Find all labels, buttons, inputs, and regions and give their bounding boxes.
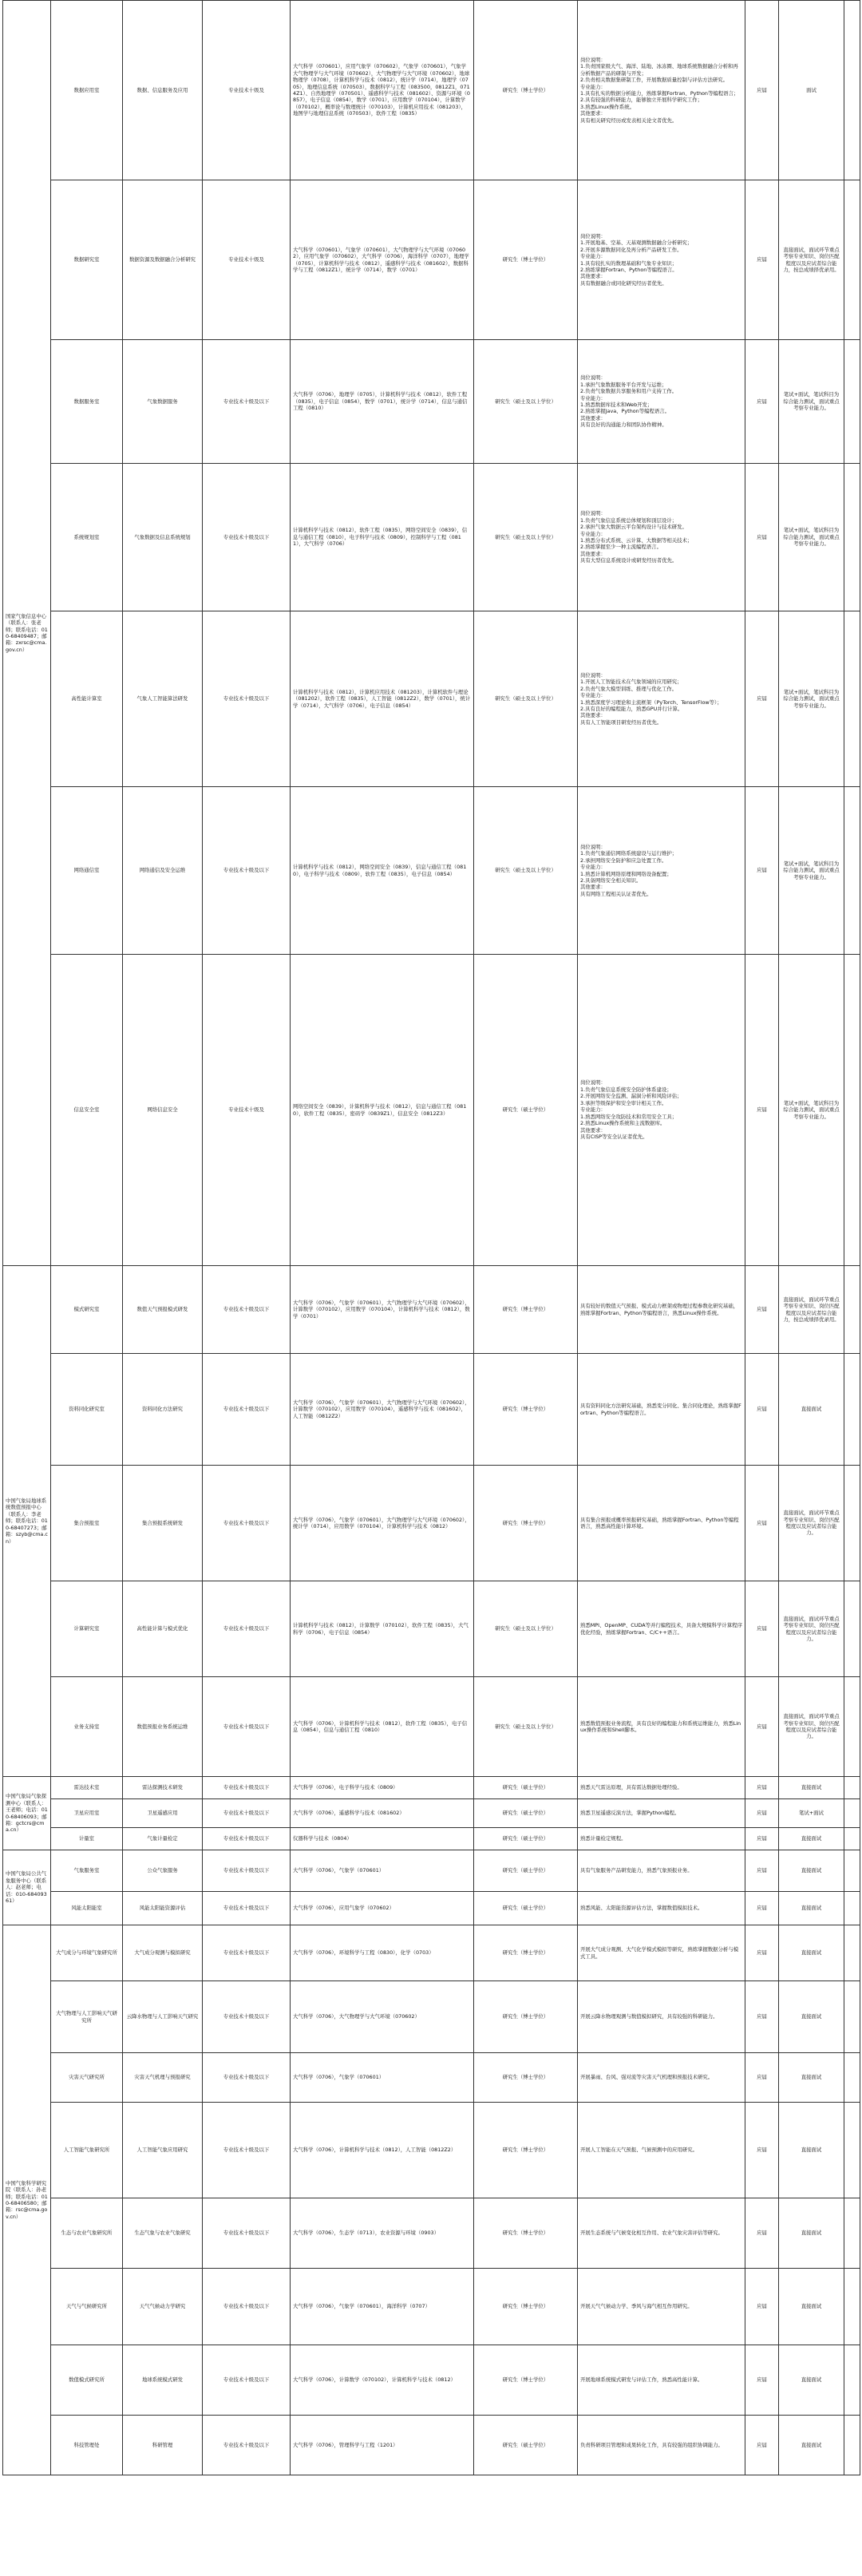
table-row — [3, 2053, 860, 2103]
position-cell: 网络信息安全 — [123, 955, 203, 1266]
extra-cell — [844, 1354, 860, 1466]
edu-cell: 专业技术十级及 — [203, 955, 291, 1266]
edu-cell: 专业技术十级及以下 — [203, 464, 291, 611]
edu-cell: 专业技术十级及以下 — [203, 1799, 291, 1828]
degree-cell: 研究生（博士学位） — [474, 1981, 578, 2053]
major-cell: 计算机科学与技术（0812），软件工程（0835），网络空间安全（0839），信息与通信工程（0810），电子科学与技术（0809），控制科学与工程（0811），大气科学（0706） — [291, 464, 474, 611]
degree-cell: 研究生（硕士学位） — [474, 2416, 578, 2475]
table-row — [3, 1266, 860, 1354]
position-cell: 灾害天气机理与预报研究 — [123, 2053, 203, 2103]
extra-cell — [844, 1466, 860, 1581]
extra-cell — [844, 340, 860, 464]
exam-cell: 笔试+面试，笔试科目为综合能力测试，面试重点考察专业能力。 — [779, 464, 844, 611]
edu-cell: 专业技术十级及以下 — [203, 1581, 291, 1677]
type-cell: 应届 — [745, 1466, 779, 1581]
edu-cell: 专业技术十级及 — [203, 180, 291, 340]
dept-cell: 数据研究室 — [51, 180, 123, 340]
exam-cell: 直接面试 — [779, 1892, 844, 1925]
extra-cell — [844, 1266, 860, 1354]
unit-name-cell: 中国气象局公共气象服务中心（联系人：赵老师；电话：010-68409361） — [3, 1850, 51, 1925]
table-row — [3, 1925, 860, 1981]
req-cell: 开展人工智能在天气预报、气候预测中的应用研究。 — [578, 2103, 745, 2198]
degree-cell: 研究生（博士学位） — [474, 1466, 578, 1581]
dept-cell: 大气成分与环境气象研究所 — [51, 1925, 123, 1981]
degree-cell: 研究生（硕士学位） — [474, 1828, 578, 1850]
degree-cell: 研究生（硕士学位） — [474, 1850, 578, 1892]
edu-cell: 专业技术十级及以下 — [203, 1677, 291, 1777]
extra-cell — [844, 1925, 860, 1981]
table-row — [3, 1828, 860, 1850]
major-cell: 大气科学（0706），计算机科学与技术（0812），软件工程（0835），电子信息（0854），信息与通信工程（0810） — [291, 1677, 474, 1777]
req-cell: 开展云降水物理观测与数值模拟研究，具有较强的科研能力。 — [578, 1981, 745, 2053]
dept-cell: 人工智能气象研究所 — [51, 2103, 123, 2198]
major-cell: 大气科学（0706），管理科学与工程（1201） — [291, 2416, 474, 2475]
degree-cell: 研究生（硕士及以上学位） — [474, 1581, 578, 1677]
major-cell: 大气科学（0706），计算数学（070102），计算机科学与技术（0812） — [291, 2345, 474, 2416]
unit-name-cell: 国家气象信息中心（联系人：张老师；联系电话：010-68409487；邮箱：zxrsc@cma.gov.cn） — [3, 1, 51, 1266]
extra-cell — [844, 611, 860, 787]
type-cell: 应届 — [745, 464, 779, 611]
dept-cell: 数据服务室 — [51, 340, 123, 464]
table-row — [3, 1850, 860, 1892]
major-cell: 大气科学（070601），应用气象学（070602），气象学（070601），气象学 大气物理学与大气环境（070602），大气物理学与大气环境（070602），地球物理学（0708），计算机科学与技术（0812），统计学（0714），地理学（0705），地理信息系统（070503），数据科学与工程（083500，0812Z1，0714Z1）、自然地理学（070501）、遥感科学与技术（081602）、资源与环境（0857），电子信息（0854），数学（0701），应用数学（070104），计算数学（070102），概率论与数理统计（070103），计算机应用技术（081203），地图学与地理信息系统（070503），软件工程（0835） — [291, 1, 474, 180]
req-cell: 熟悉计量检定规程。 — [578, 1828, 745, 1850]
edu-cell: 专业技术十级及以下 — [203, 1925, 291, 1981]
major-cell: 计算机科学与技术（0812），计算机应用技术（081203），计算机软件与理论（081202），软件工程（0835），人工智能（0812Z2），数学（0701），统计学（0714），大气科学（0706），电子信息（0854） — [291, 611, 474, 787]
major-cell: 大气科学（0706），生态学（0713），农业资源与环境（0903） — [291, 2198, 474, 2269]
position-cell: 云降水物理与人工影响天气研究 — [123, 1981, 203, 2053]
degree-cell: 研究生（硕士及以上学位） — [474, 1677, 578, 1777]
exam-cell: 直接面试 — [779, 2345, 844, 2416]
req-cell: 负责科研项目管理和成果转化工作，具有较强的组织协调能力。 — [578, 2416, 745, 2475]
exam-cell: 笔试+面试，笔试科目为综合能力测试，面试重点考察专业能力。 — [779, 340, 844, 464]
major-cell: 大气科学（0706），地理学（0705），计算机科学与技术（0812），软件工程（0835），电子信息（0854），数学（0701），统计学（0714），信息与通信工程（0810） — [291, 340, 474, 464]
extra-cell — [844, 787, 860, 955]
req-cell: 岗位说明： 1.负责国家级大气、海洋、陆地、冰冻圈、地球系统数据融合分析和再分析数据产品的研制与开发； 2.负责相关数据集研制工作，开展数据质量控制与评估方法研究。 专业能力： 1.具有扎实的数据分析能力，熟练掌握Fortran、Python等编程语言； 2.具有较强的科研能力，能够独立开展科学研究工作； 3.熟悉Linux操作系统。 其他要求： 具有相关研究经历或发表相关论文者优先。 — [578, 1, 745, 180]
degree-cell: 研究生（硕士学位） — [474, 1799, 578, 1828]
exam-cell: 直接面试 — [779, 2053, 844, 2103]
req-cell: 具有较好的数值天气预报、模式动力框架或物理过程参数化研究基础，熟练掌握Fortran、Python等编程语言，熟悉Linux操作系统。 — [578, 1266, 745, 1354]
unit-name-cell: 中国气象局地球系统数值预报中心（联系人：李老师；联系电话：010-68407273；邮箱：szyb@cma.cn） — [3, 1266, 51, 1777]
degree-cell: 研究生（博士学位） — [474, 2053, 578, 2103]
dept-cell: 雷达技术室 — [51, 1777, 123, 1799]
table-row — [3, 2345, 860, 2416]
table-row — [3, 1799, 860, 1828]
extra-cell — [844, 955, 860, 1266]
type-cell: 应届 — [745, 1799, 779, 1828]
edu-cell: 专业技术十级及以下 — [203, 1850, 291, 1892]
degree-cell: 研究生（硕士及以上学位） — [474, 340, 578, 464]
degree-cell: 研究生（博士学位） — [474, 1925, 578, 1981]
degree-cell: 研究生（博士学位） — [474, 1266, 578, 1354]
position-cell: 数值预报业务系统运维 — [123, 1677, 203, 1777]
edu-cell: 专业技术十级及以下 — [203, 611, 291, 787]
type-cell: 应届 — [745, 1677, 779, 1777]
table-row — [3, 1354, 860, 1466]
dept-cell: 生态与农业气象研究所 — [51, 2198, 123, 2269]
exam-cell: 直接面试，面试环节重点考察专业知识、岗位匹配程度以及应试者综合能力。 — [779, 1581, 844, 1677]
exam-cell: 直接面试 — [779, 1354, 844, 1466]
major-cell: 大气科学（0706），环境科学与工程（0830），化学（0703） — [291, 1925, 474, 1981]
dept-cell: 业务支持室 — [51, 1677, 123, 1777]
degree-cell: 研究生（硕士及以上学位） — [474, 611, 578, 787]
extra-cell — [844, 1581, 860, 1677]
dept-cell: 资料同化研究室 — [51, 1354, 123, 1466]
degree-cell: 研究生（硕士学位） — [474, 1777, 578, 1799]
table-row — [3, 2416, 860, 2475]
major-cell: 大气科学（0706），气象学（070601），海洋科学（0707） — [291, 2269, 474, 2345]
req-cell: 开展生态系统与气候变化相互作用、农业气象灾害评估等研究。 — [578, 2198, 745, 2269]
major-cell: 仪器科学与技术（0804） — [291, 1828, 474, 1850]
degree-cell: 研究生（博士学位） — [474, 2103, 578, 2198]
table-row — [3, 1777, 860, 1799]
exam-cell: 笔试+面试 — [779, 1799, 844, 1828]
dept-cell: 模式研究室 — [51, 1266, 123, 1354]
major-cell: 大气科学（070601），气象学（070601），大气物理学与大气环境（070602），应用气象学（070602），大气科学（0706），海洋科学（0707），地理学（0705），计算机科学与技术（0812），遥感科学与技术（081602），数据科学与工程（0812Z1），统计学（0714），数学（0701） — [291, 180, 474, 340]
position-cell: 地球系统模式研发 — [123, 2345, 203, 2416]
dept-cell: 系统规划室 — [51, 464, 123, 611]
position-cell: 气象人工智能算法研发 — [123, 611, 203, 787]
table-row — [3, 2269, 860, 2345]
edu-cell: 专业技术十级及以下 — [203, 1777, 291, 1799]
type-cell: 应届 — [745, 1581, 779, 1677]
type-cell: 应届 — [745, 340, 779, 464]
type-cell: 应届 — [745, 1892, 779, 1925]
recruitment-table — [2, 0, 860, 2475]
type-cell: 应届 — [745, 2198, 779, 2269]
degree-cell: 研究生（硕士及以上学位） — [474, 464, 578, 611]
major-cell: 大气科学（0706），大气物理学与大气环境（070602） — [291, 1981, 474, 2053]
dept-cell: 数值模式研究所 — [51, 2345, 123, 2416]
dept-cell: 网络通信室 — [51, 787, 123, 955]
type-cell: 应届 — [745, 2416, 779, 2475]
exam-cell: 直接面试 — [779, 1777, 844, 1799]
edu-cell: 专业技术十级及以下 — [203, 2416, 291, 2475]
position-cell: 资料同化方法研究 — [123, 1354, 203, 1466]
exam-cell: 直接面试 — [779, 1981, 844, 2053]
dept-cell: 数据应用室 — [51, 1, 123, 180]
major-cell: 计算机科学与技术（0812），计算数学（070102），软件工程（0835），大气科学（0706），电子信息（0854） — [291, 1581, 474, 1677]
req-cell: 具有气象服务产品研发能力，熟悉气象预报业务。 — [578, 1850, 745, 1892]
major-cell: 大气科学（0706），气象学（070601），大气物理学与大气环境（070602），计算数学（070102），应用数学（070104），计算机科学与技术（0812），数学（0701） — [291, 1266, 474, 1354]
req-cell: 熟悉天气雷达原理，具有雷达数据处理经验。 — [578, 1777, 745, 1799]
position-cell: 生态气象与农业气象研究 — [123, 2198, 203, 2269]
type-cell: 应届 — [745, 787, 779, 955]
type-cell: 应届 — [745, 1925, 779, 1981]
position-cell: 公众气象服务 — [123, 1850, 203, 1892]
table-row — [3, 611, 860, 787]
exam-cell: 直接面试，面试环节重点考察专业知识、岗位匹配程度以及应试者综合能力，按总成绩择优录用。 — [779, 1266, 844, 1354]
edu-cell: 专业技术十级及以下 — [203, 1354, 291, 1466]
degree-cell: 研究生（博士学位） — [474, 1, 578, 180]
edu-cell: 专业技术十级及以下 — [203, 787, 291, 955]
table-row — [3, 1677, 860, 1777]
position-cell: 数据资源及数据融合分析研究 — [123, 180, 203, 340]
table-row — [3, 340, 860, 464]
type-cell: 应届 — [745, 2053, 779, 2103]
position-cell: 高性能计算与模式优化 — [123, 1581, 203, 1677]
table-body — [3, 1, 860, 2475]
type-cell: 应届 — [745, 1850, 779, 1892]
type-cell: 应届 — [745, 2269, 779, 2345]
table-row — [3, 1892, 860, 1925]
table-row — [3, 787, 860, 955]
major-cell: 大气科学（0706），遥感科学与技术（081602） — [291, 1799, 474, 1828]
degree-cell: 研究生（硕士学位） — [474, 1892, 578, 1925]
position-cell: 雷达探测技术研发 — [123, 1777, 203, 1799]
exam-cell: 直接面试，面试环节重点考察专业知识、岗位匹配程度以及应试者综合能力。 — [779, 1677, 844, 1777]
table-row — [3, 464, 860, 611]
extra-cell — [844, 464, 860, 611]
type-cell: 应届 — [745, 1981, 779, 2053]
req-cell: 具有资料同化方法研究基础，熟悉变分同化、集合同化理论，熟练掌握Fortran、Python等编程语言。 — [578, 1354, 745, 1466]
req-cell: 开展暴雨、台风、强对流等灾害天气机理和预报技术研究。 — [578, 2053, 745, 2103]
extra-cell — [844, 1677, 860, 1777]
extra-cell — [844, 2198, 860, 2269]
dept-cell: 高性能计算室 — [51, 611, 123, 787]
major-cell: 大气科学（0706），气象学（070601） — [291, 2053, 474, 2103]
req-cell: 岗位说明： 1.开展地基、空基、天基观测数据融合分析研究； 2.开展多源数据同化及再分析产品研发工作。 专业能力： 1.具有较扎实的数理基础和气象专业知识； 2.熟练掌握Fortran、Python等编程语言。 其他要求： 具有数据融合或同化研究经历者优先。 — [578, 180, 745, 340]
position-cell: 数值天气预报模式研发 — [123, 1266, 203, 1354]
dept-cell: 科技管理处 — [51, 2416, 123, 2475]
dept-cell: 集合预报室 — [51, 1466, 123, 1581]
dept-cell: 风能太阳能室 — [51, 1892, 123, 1925]
unit-name-cell: 中国气象科学研究院（联系人：孙老师；联系电话：010-68406580；邮箱：rsc@cma.gov.cn） — [3, 1925, 51, 2475]
dept-cell: 天气与气候研究所 — [51, 2269, 123, 2345]
exam-cell: 直接面试 — [779, 1925, 844, 1981]
edu-cell: 专业技术十级及以下 — [203, 1892, 291, 1925]
type-cell: 应届 — [745, 2345, 779, 2416]
type-cell: 应届 — [745, 955, 779, 1266]
table-row — [3, 180, 860, 340]
major-cell: 大气科学（0706），气象学（070601），大气物理学与大气环境（070602），统计学（0714），应用数学（070104），计算机科学与技术（0812） — [291, 1466, 474, 1581]
req-cell: 开展天气气候动力学、季风与海气相互作用研究。 — [578, 2269, 745, 2345]
req-cell: 岗位说明： 1.负责气象通信网络系统建设与运行维护； 2.承担网络安全防护和应急处置工作。 专业能力： 1.熟悉计算机网络原理和网络设备配置； 2.具备网络安全相关知识。 其他要求： 具有网络工程相关认证者优先。 — [578, 787, 745, 955]
req-cell: 熟悉MPI、OpenMP、CUDA等并行编程技术，具备大规模科学计算程序优化经验，熟练掌握Fortran、C/C++语言。 — [578, 1581, 745, 1677]
table-row — [3, 2198, 860, 2269]
dept-cell: 计量室 — [51, 1828, 123, 1850]
table-row — [3, 955, 860, 1266]
degree-cell: 研究生（博士学位） — [474, 180, 578, 340]
req-cell: 岗位说明： 1.负责气象信息系统安全防护体系建设； 2.开展网络安全监测、漏洞分析和风险评估； 3.承担等级保护和安全审计相关工作。 专业能力： 1.熟悉网络安全攻防技术和常用安全工具； 2.熟悉Linux操作系统和主流数据库。 其他要求： 具有CISP等安全认证者优先。 — [578, 955, 745, 1266]
dept-cell: 气象服务室 — [51, 1850, 123, 1892]
dept-cell: 计算研究室 — [51, 1581, 123, 1677]
position-cell: 大气成分观测与模拟研究 — [123, 1925, 203, 1981]
req-cell: 熟悉卫星遥感反演方法，掌握Python编程。 — [578, 1799, 745, 1828]
edu-cell: 专业技术十级及以下 — [203, 2269, 291, 2345]
extra-cell — [844, 1892, 860, 1925]
edu-cell: 专业技术十级及以下 — [203, 1466, 291, 1581]
type-cell: 应届 — [745, 1828, 779, 1850]
table-row — [3, 1466, 860, 1581]
exam-cell: 笔试+面试，笔试科目为综合能力测试，面试重点考察专业能力。 — [779, 611, 844, 787]
major-cell: 计算机科学与技术（0812），网络空间安全（0839），信息与通信工程（0810），电子科学与技术（0809），软件工程（0835），电子信息（0854） — [291, 787, 474, 955]
exam-cell: 直接面试 — [779, 2103, 844, 2198]
extra-cell — [844, 1777, 860, 1799]
position-cell: 气象数据服务 — [123, 340, 203, 464]
table-row — [3, 1981, 860, 2053]
req-cell: 开展大气成分观测、大气化学模式模拟等研究，熟练掌握数据分析与模式工具。 — [578, 1925, 745, 1981]
req-cell: 岗位说明： 1.开展人工智能技术在气象领域的应用研究； 2.负责气象大模型训练、推理与优化工作。 专业能力： 1.熟悉深度学习理论和主流框架（PyTorch、TensorFlow等）； 2.具有良好的编程能力，熟悉GPU并行计算。 其他要求： 具有人工智能项目研发经历者优先。 — [578, 611, 745, 787]
position-cell: 科研管理 — [123, 2416, 203, 2475]
type-cell: 应届 — [745, 2103, 779, 2198]
edu-cell: 专业技术十级及以下 — [203, 1981, 291, 2053]
req-cell: 开展地球系统模式研发与评估工作，熟悉高性能计算。 — [578, 2345, 745, 2416]
type-cell: 应届 — [745, 180, 779, 340]
unit-name-cell: 中国气象局气象探测中心（联系人：王老师；电话：010-68406093；邮箱：gctcrs@cma.cn） — [3, 1777, 51, 1850]
extra-cell — [844, 2416, 860, 2475]
req-cell: 岗位说明： 1.承担气象数据服务平台开发与运维； 2.负责气象数据共享服务和用户支持工作。 专业能力： 1.熟悉数据库技术和Web开发； 2.熟练掌握Java、Python等编程语言。 其他要求： 具有良好的沟通能力和团队协作精神。 — [578, 340, 745, 464]
exam-cell: 直接面试 — [779, 2416, 844, 2475]
type-cell: 应届 — [745, 1266, 779, 1354]
table-row — [3, 1, 860, 180]
major-cell: 大气科学（0706），气象学（070601），大气物理学与大气环境（070602），计算数学（070102），应用数学（070104），遥感科学与技术（081602），人工智能（0812Z2） — [291, 1354, 474, 1466]
edu-cell: 专业技术十级及以下 — [203, 2198, 291, 2269]
dept-cell: 信息安全室 — [51, 955, 123, 1266]
position-cell: 人工智能气象应用研究 — [123, 2103, 203, 2198]
edu-cell: 专业技术十级及以下 — [203, 2053, 291, 2103]
position-cell: 数据、信息服务及应用 — [123, 1, 203, 180]
extra-cell — [844, 180, 860, 340]
type-cell: 应届 — [745, 611, 779, 787]
edu-cell: 专业技术十级及以下 — [203, 2103, 291, 2198]
major-cell: 大气科学（0706），应用气象学（070602） — [291, 1892, 474, 1925]
position-cell: 气象数据及信息系统规划 — [123, 464, 203, 611]
major-cell: 大气科学（0706），计算机科学与技术（0812），人工智能（0812Z2） — [291, 2103, 474, 2198]
degree-cell: 研究生（硕士学位） — [474, 955, 578, 1266]
exam-cell: 面试 — [779, 1, 844, 180]
exam-cell: 直接面试 — [779, 1850, 844, 1892]
exam-cell: 直接面试 — [779, 2269, 844, 2345]
req-cell: 岗位说明： 1.负责气象信息系统总体规划和顶层设计； 2.承担气象大数据云平台架构设计与技术研发。 专业能力： 1.熟悉分布式系统、云计算、大数据等相关技术； 2.熟练掌握至少一种主流编程语言。 其他要求： 具有大型信息系统设计或研发经历者优先。 — [578, 464, 745, 611]
major-cell: 大气科学（0706），气象学（070601） — [291, 1850, 474, 1892]
type-cell: 应届 — [745, 1777, 779, 1799]
dept-cell: 大气物理与人工影响天气研究所 — [51, 1981, 123, 2053]
dept-cell: 卫星应用室 — [51, 1799, 123, 1828]
exam-cell: 笔试+面试，笔试科目为综合能力测试，面试重点考察专业能力。 — [779, 787, 844, 955]
degree-cell: 研究生（博士学位） — [474, 2269, 578, 2345]
edu-cell: 专业技术十级及以下 — [203, 2345, 291, 2416]
degree-cell: 研究生（博士学位） — [474, 2345, 578, 2416]
edu-cell: 专业技术十级及以下 — [203, 1828, 291, 1850]
req-cell: 熟悉数值预报业务流程，具有良好的编程能力和系统运维能力，熟悉Linux操作系统和Shell脚本。 — [578, 1677, 745, 1777]
position-cell: 天气气候动力学研究 — [123, 2269, 203, 2345]
extra-cell — [844, 1828, 860, 1850]
table-row — [3, 2103, 860, 2198]
req-cell: 具有集合预报或概率预报研究基础，熟练掌握Fortran、Python等编程语言，熟悉高性能计算环境。 — [578, 1466, 745, 1581]
degree-cell: 研究生（博士学位） — [474, 1354, 578, 1466]
exam-cell: 直接面试 — [779, 1828, 844, 1850]
edu-cell: 专业技术十级及以下 — [203, 1266, 291, 1354]
degree-cell: 研究生（博士学位） — [474, 2198, 578, 2269]
extra-cell — [844, 1850, 860, 1892]
type-cell: 应届 — [745, 1354, 779, 1466]
exam-cell: 直接面试，面试环节重点考察专业知识、岗位匹配程度以及应试者综合能力，按总成绩择优录用。 — [779, 180, 844, 340]
exam-cell: 直接面试 — [779, 2198, 844, 2269]
extra-cell — [844, 1799, 860, 1828]
extra-cell — [844, 2269, 860, 2345]
extra-cell — [844, 2103, 860, 2198]
position-cell: 集合预报系统研发 — [123, 1466, 203, 1581]
extra-cell — [844, 1981, 860, 2053]
position-cell: 气象计量检定 — [123, 1828, 203, 1850]
type-cell: 应届 — [745, 1, 779, 180]
position-cell: 风能太阳能资源评估 — [123, 1892, 203, 1925]
edu-cell: 专业技术十级及以下 — [203, 340, 291, 464]
extra-cell — [844, 1, 860, 180]
table-row — [3, 1581, 860, 1677]
exam-cell: 笔试+面试，笔试科目为综合能力测试，面试重点考察专业能力。 — [779, 955, 844, 1266]
req-cell: 熟悉风能、太阳能资源评估方法，掌握数值模拟技术。 — [578, 1892, 745, 1925]
extra-cell — [844, 2053, 860, 2103]
degree-cell: 研究生（硕士及以上学位） — [474, 787, 578, 955]
dept-cell: 灾害天气研究所 — [51, 2053, 123, 2103]
major-cell: 网络空间安全（0839），计算机科学与技术（0812），信息与通信工程（0810），软件工程（0835），密码学（0839Z1），信息安全（0812Z3） — [291, 955, 474, 1266]
extra-cell — [844, 2345, 860, 2416]
edu-cell: 专业技术十级及 — [203, 1, 291, 180]
exam-cell: 直接面试，面试环节重点考察专业知识、岗位匹配程度以及应试者综合能力。 — [779, 1466, 844, 1581]
position-cell: 网络通信及安全运维 — [123, 787, 203, 955]
major-cell: 大气科学（0706），电子科学与技术（0809） — [291, 1777, 474, 1799]
position-cell: 卫星遥感应用 — [123, 1799, 203, 1828]
